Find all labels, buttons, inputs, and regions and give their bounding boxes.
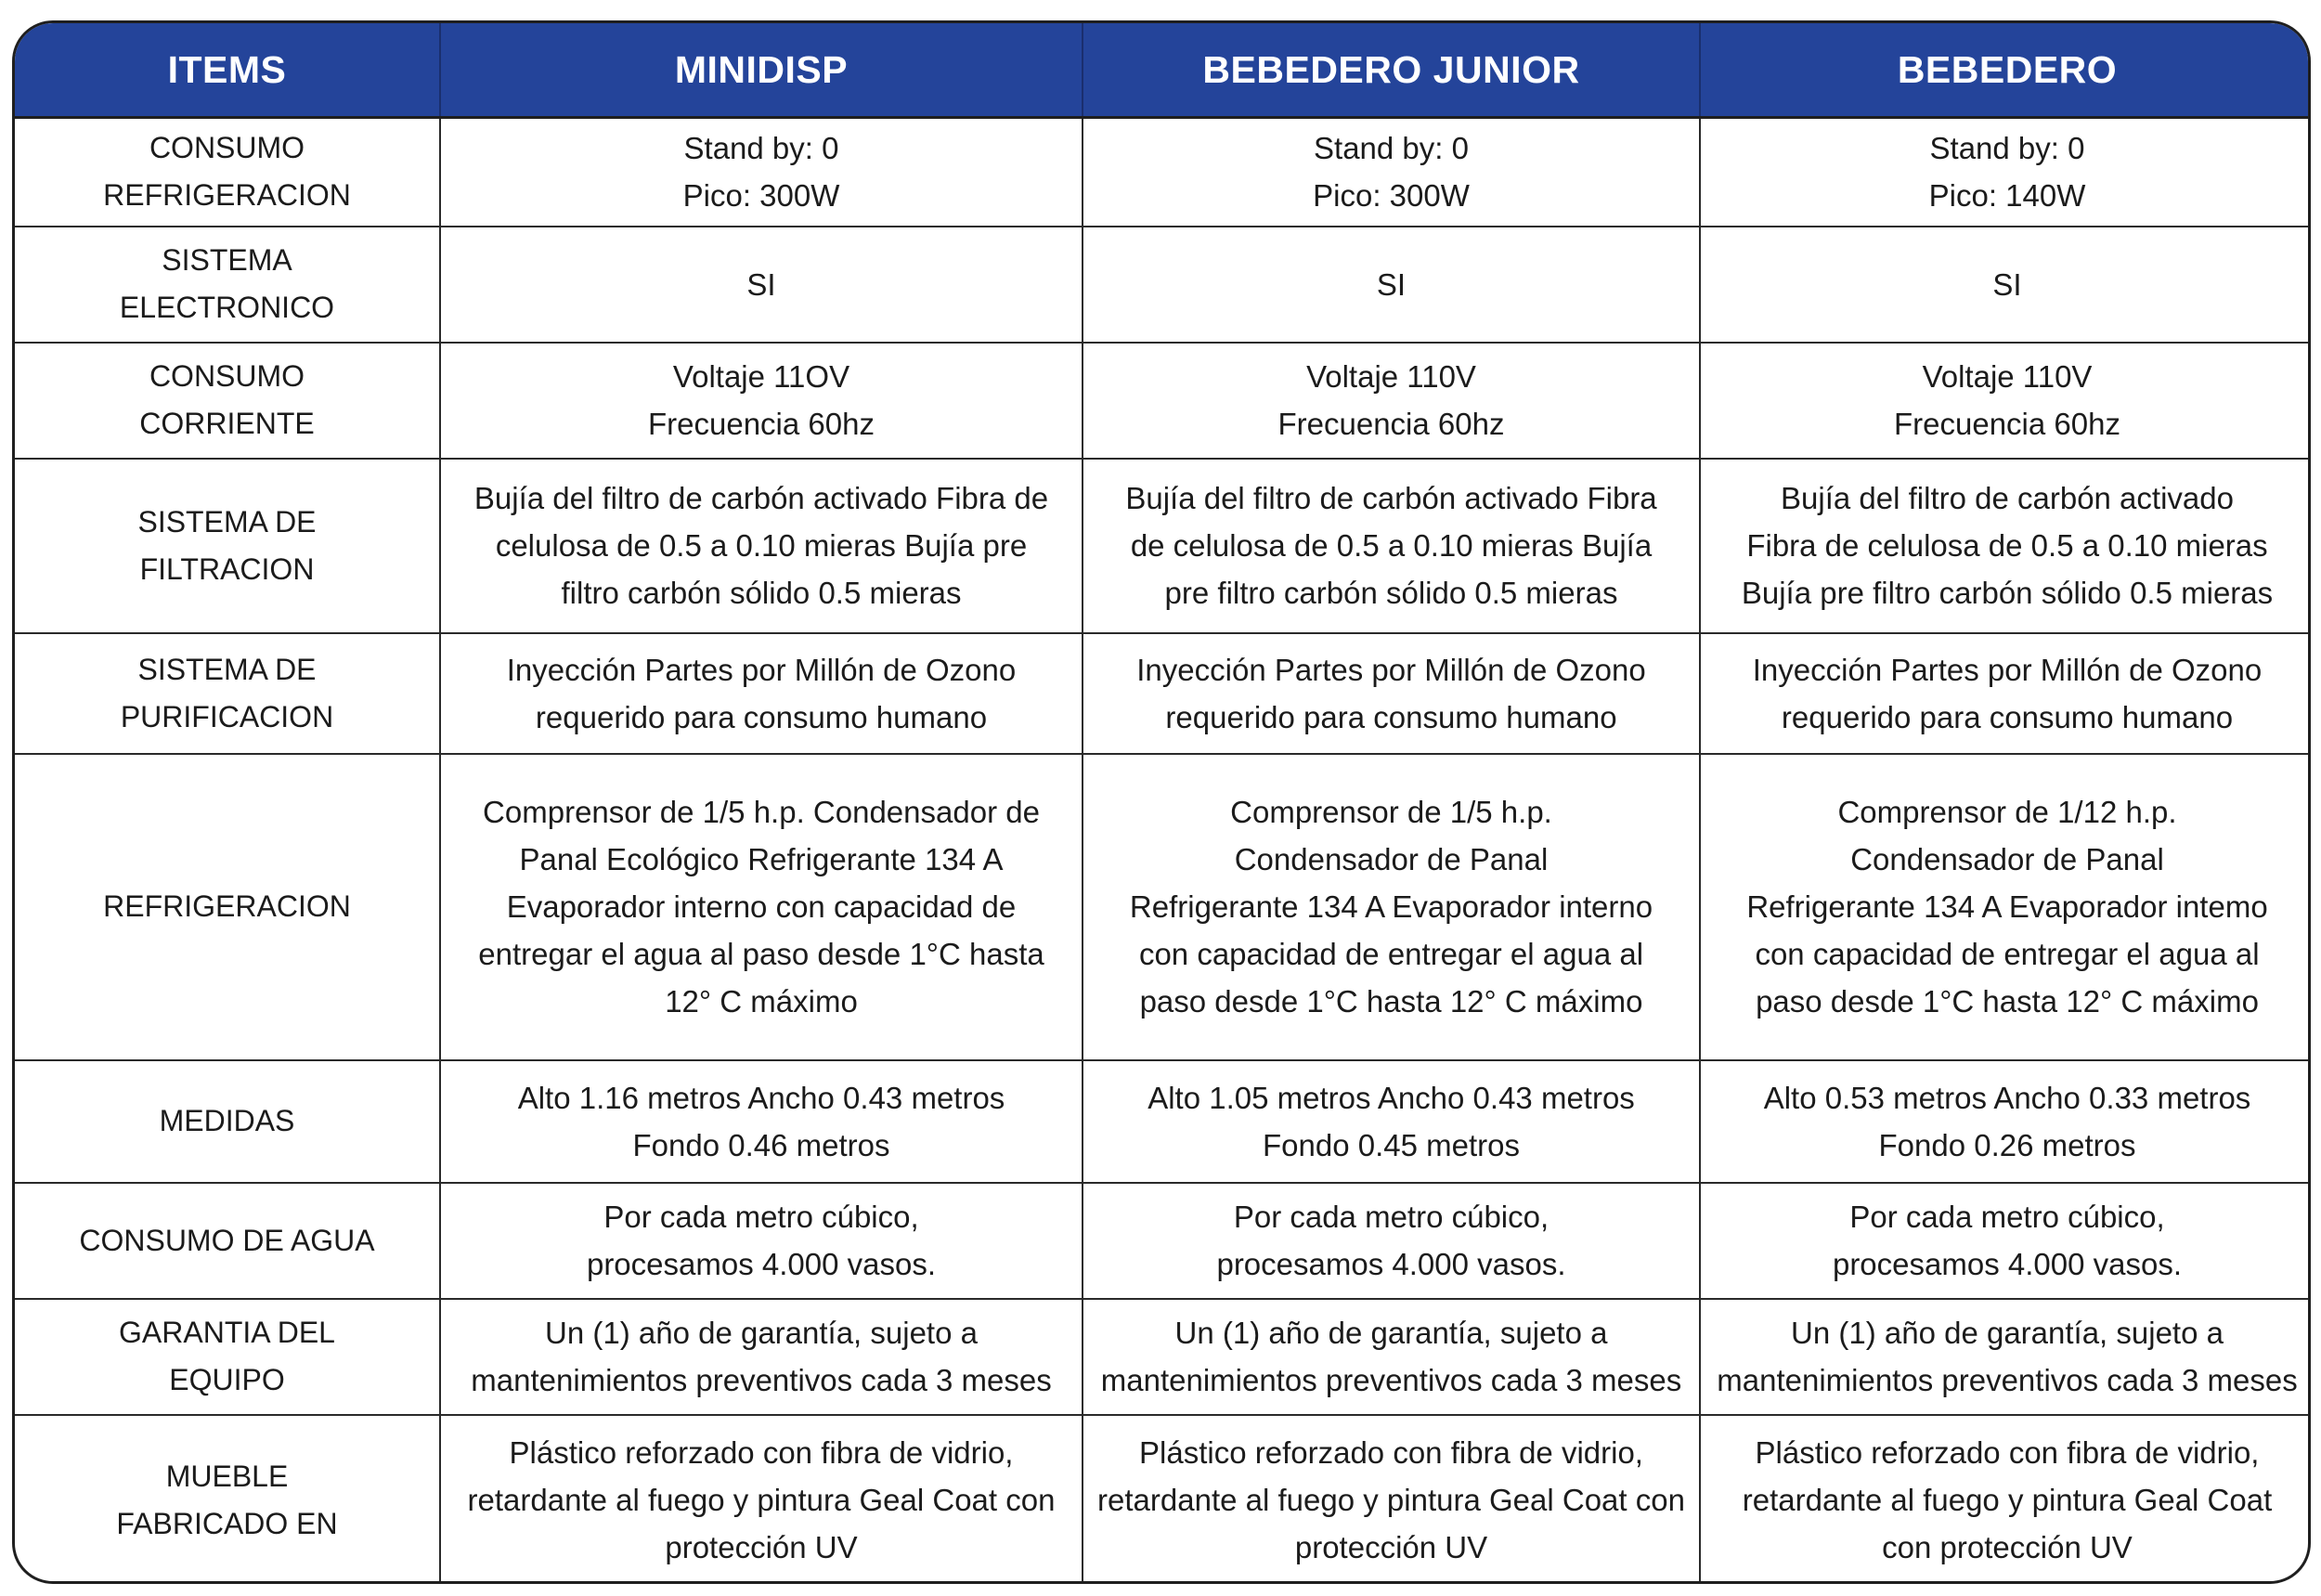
cell-line: SI (1376, 266, 1407, 302)
cell-bebedero (1700, 459, 2311, 633)
cell-line: protección UV (665, 1530, 858, 1564)
table-row (15, 754, 2311, 1060)
cell-line: de celulosa de 0.5 a 0.10 mieras Bujía (1130, 528, 1653, 563)
cell-line: retardante al fuego y pintura Geal Coat con (1097, 1483, 1685, 1517)
cell-line: Bujía del filtro de carbón activado Fibra (1125, 481, 1657, 515)
cell-line: Evaporador interno con capacidad de (506, 889, 1017, 924)
cell-line: Voltaje 110V (1922, 359, 2093, 394)
cell-minidisp (440, 754, 1083, 1060)
cell-line: Condensador de Panal (1234, 842, 1549, 876)
cell-line: celulosa de 0.5 a 0.10 mieras Bujía pre (495, 528, 1028, 563)
label-line: REFRIGERACION (103, 178, 351, 213)
table-row (15, 1415, 2311, 1585)
cell-bebedero-junior (1083, 754, 1700, 1060)
cell-line: requerido para consumo humano (535, 699, 988, 734)
comparison-table-frame (12, 20, 2311, 1584)
cell-line: mantenimientos preventivos cada 3 meses (471, 1363, 1052, 1397)
cell-line: Pico: 300W (1313, 178, 1470, 214)
cell-line: requerido para consumo humano (1781, 699, 2234, 734)
header-items: ITEMS (15, 23, 440, 118)
cell-minidisp (440, 1299, 1083, 1415)
cell-line: Bujía pre filtro carbón sólido 0.5 mieras (1741, 576, 2274, 610)
label-line: GARANTIA DEL EQUIPO (119, 1316, 335, 1396)
table-row (15, 1060, 2311, 1183)
table-row (15, 1299, 2311, 1415)
cell-minidisp (440, 343, 1083, 459)
cell-line: 12° C máximo (665, 984, 858, 1019)
cell-line: Un (1) año de garantía, sujeto a (1791, 1316, 2224, 1350)
header-bebedero-junior: BEBEDERO JUNIOR (1083, 23, 1700, 118)
cell-line: Un (1) año de garantía, sujeto a (1174, 1316, 1608, 1350)
cell-bebedero-junior (1083, 633, 1700, 754)
cell-bebedero (1700, 754, 2311, 1060)
cell-line: procesamos 4.000 vasos. (1832, 1247, 2183, 1281)
cell-line: Refrigerante 134 A Evaporador intemo (1746, 889, 2268, 924)
cell-bebedero-junior (1083, 1060, 1700, 1183)
cell-line: Frecuencia 60hz (1894, 407, 2120, 441)
cell-line: Fondo 0.46 metros (632, 1127, 890, 1162)
header-row (15, 23, 2311, 118)
cell-bebedero (1700, 1060, 2311, 1183)
cell-minidisp (440, 227, 1083, 343)
row-label (15, 118, 440, 227)
row-label (15, 633, 440, 754)
cell-line: Stand by: 0 (683, 131, 839, 166)
cell-minidisp (440, 1415, 1083, 1585)
cell-bebedero-junior (1083, 227, 1700, 343)
cell-bebedero (1700, 1415, 2311, 1585)
cell-line: Refrigerante 134 A Evaporador interno (1129, 889, 1653, 924)
cell-line: Condensador de Panal (1850, 842, 2164, 876)
cell-line: Comprensor de 1/5 h.p. (1230, 795, 1552, 829)
cell-bebedero (1700, 1299, 2311, 1415)
row-label (15, 1299, 440, 1415)
cell-bebedero (1700, 343, 2311, 459)
table-row (15, 118, 2311, 227)
cell-line: con protección UV (1882, 1530, 2133, 1564)
table-row (15, 633, 2311, 754)
cell-line: Alto 1.05 metros Ancho 0.43 metros (1148, 1080, 1635, 1115)
cell-bebedero-junior (1083, 118, 1700, 227)
row-label (15, 459, 440, 633)
cell-minidisp (440, 1060, 1083, 1183)
cell-line: Pico: 300W (682, 178, 840, 214)
header-minidisp: MINIDISP (440, 23, 1083, 118)
cell-line: Voltaje 110V (1306, 359, 1476, 394)
label-line: CORRIENTE (139, 407, 315, 440)
cell-line: Plástico reforzado con fibra de vidrio, (1755, 1435, 2260, 1470)
row-label (15, 1183, 440, 1299)
cell-line: Inyección Partes por Millón de Ozono (1752, 652, 2263, 687)
cell-line: con capacidad de entregar el agua al (1755, 937, 2260, 971)
cell-line: Plástico reforzado con fibra de vidrio, (509, 1435, 1014, 1470)
cell-line: entregar el agua al paso desde 1°C hasta (478, 937, 1044, 971)
cell-line: Inyección Partes por Millón de Ozono (506, 652, 1017, 687)
cell-line: Fondo 0.45 metros (1263, 1127, 1520, 1162)
cell-line: Comprensor de 1/12 h.p. (1837, 795, 2177, 829)
table-row (15, 459, 2311, 633)
cell-line: SI (1992, 266, 2022, 302)
label-line: MEDIDAS (159, 1104, 295, 1137)
cell-line: retardante al fuego y pintura Geal Coat con (467, 1483, 1056, 1517)
label-line: FABRICADO EN (116, 1506, 338, 1540)
cell-line: con capacidad de entregar el agua al (1138, 937, 1644, 971)
cell-line: filtro carbón sólido 0.5 mieras (561, 576, 962, 610)
comparison-table (15, 23, 2311, 1584)
cell-bebedero (1700, 118, 2311, 227)
cell-line: Por cada metro cúbico, (603, 1200, 919, 1234)
cell-line: SI (746, 266, 776, 302)
header-bebedero: BEBEDERO (1700, 23, 2311, 118)
cell-line: paso desde 1°C hasta 12° C máximo (1756, 984, 2259, 1019)
cell-minidisp (440, 118, 1083, 227)
label-line: CONSUMO (149, 359, 305, 393)
cell-line: Pico: 140W (1928, 178, 2086, 214)
cell-line: Comprensor de 1/5 h.p. Condensador de (483, 795, 1040, 829)
cell-line: procesamos 4.000 vasos. (1216, 1247, 1566, 1281)
cell-line: protección UV (1294, 1530, 1488, 1564)
cell-bebedero-junior (1083, 1415, 1700, 1585)
cell-bebedero-junior (1083, 343, 1700, 459)
cell-line: Plástico reforzado con fibra de vidrio, (1139, 1435, 1643, 1470)
row-label (15, 343, 440, 459)
cell-line: procesamos 4.000 vasos. (586, 1247, 937, 1281)
cell-bebedero-junior (1083, 459, 1700, 633)
cell-line: Bujía del filtro de carbón activado (1781, 481, 2234, 515)
label-line: CONSUMO DE AGUA (79, 1223, 375, 1257)
cell-line: mantenimientos preventivos cada 3 meses (1100, 1363, 1682, 1397)
cell-line: Panal Ecológico Refrigerante 134 A (519, 842, 1004, 876)
row-label (15, 1060, 440, 1183)
cell-minidisp (440, 459, 1083, 633)
cell-line: Por cada metro cúbico, (1849, 1200, 2165, 1234)
cell-line: mantenimientos preventivos cada 3 meses (1717, 1363, 2298, 1397)
cell-line: Por cada metro cúbico, (1233, 1200, 1549, 1234)
cell-line: requerido para consumo humano (1165, 699, 1617, 734)
row-label (15, 754, 440, 1060)
cell-line: Voltaje 11OV (672, 359, 850, 394)
cell-line: Frecuencia 60hz (1277, 407, 1505, 441)
row-label (15, 1415, 440, 1585)
cell-bebedero (1700, 633, 2311, 754)
label-line: FILTRACION (139, 551, 315, 586)
cell-line: Bujía del filtro de carbón activado Fibra de (473, 481, 1049, 515)
cell-line: pre filtro carbón sólido 0.5 mieras (1164, 576, 1618, 610)
cell-line: Alto 1.16 metros Ancho 0.43 metros (517, 1080, 1005, 1115)
cell-line: Frecuencia 60hz (648, 407, 875, 441)
cell-bebedero-junior (1083, 1183, 1700, 1299)
label-line: CONSUMO (149, 131, 305, 165)
cell-line: Stand by: 0 (1314, 131, 1469, 166)
cell-bebedero (1700, 227, 2311, 343)
cell-bebedero-junior (1083, 1299, 1700, 1415)
label-line: SISTEMA DE (137, 652, 317, 686)
label-line: ELECTRONICO (119, 291, 335, 324)
table-row (15, 1183, 2311, 1299)
cell-minidisp (440, 1183, 1083, 1299)
table-row (15, 227, 2311, 343)
cell-line: Alto 0.53 metros Ancho 0.33 metros (1763, 1080, 2251, 1115)
cell-line: Fondo 0.26 metros (1878, 1127, 2136, 1162)
row-label (15, 227, 440, 343)
cell-line: Un (1) año de garantía, sujeto a (545, 1316, 978, 1350)
cell-line: retardante al fuego y pintura Geal Coat (1742, 1483, 2273, 1517)
label-line: PURIFICACION (120, 699, 334, 733)
label-line: SISTEMA (162, 243, 292, 277)
label-line: SISTEMA DE (137, 504, 317, 538)
label-line: MUEBLE (165, 1459, 289, 1493)
cell-line: Fibra de celulosa de 0.5 a 0.10 mieras (1746, 528, 2268, 563)
cell-minidisp (440, 633, 1083, 754)
cell-line: Stand by: 0 (1929, 131, 2085, 166)
cell-line: Inyección Partes por Millón de Ozono (1136, 652, 1646, 687)
cell-bebedero (1700, 1183, 2311, 1299)
cell-line: paso desde 1°C hasta 12° C máximo (1139, 984, 1643, 1019)
table-row (15, 343, 2311, 459)
label-line: REFRIGERACION (103, 889, 351, 923)
